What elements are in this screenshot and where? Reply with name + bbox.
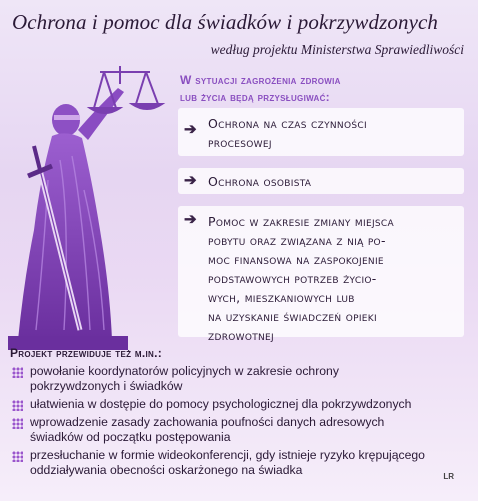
intro-line-1: W sytuacji zagrożenia zdrowia [180, 73, 341, 87]
dotted-bullet-icon [12, 451, 23, 462]
intro-line-2: lub życia będą przysługiwać: [180, 90, 330, 104]
arrow-right-icon: ➔ [184, 121, 197, 138]
entitlement-text: Pomoc w zakresie zmiany miejsca pobytu oraz związana z nią po- moc finansowa na zaspokojenie podstawowych potrzeb życio- wych, mieszkaniowych lub na uzyskanie świadczeń opieki zdrowotnej [208, 214, 394, 343]
intro-text [180, 72, 460, 106]
arrow-right-icon: ➔ [184, 211, 197, 228]
dotted-bullet-icon [12, 400, 23, 411]
entitlement-box [178, 168, 464, 194]
arrow-right-icon: ➔ [184, 172, 197, 189]
list-item: przesłuchanie w formie wideokonferencji, gdy istnieje ryzyko krępującego oddziaływania obecności oskarżonego na świadka [10, 448, 470, 478]
lady-justice-illustration [0, 60, 200, 350]
entitlement-box [178, 108, 464, 156]
list-item: wprowadzenie zasady zachowania poufności danych adresowych świadków od początku postępowania [10, 415, 470, 445]
project-list [10, 364, 470, 481]
page-title: Ochrona i pomoc dla świadków i pokrzywdzonych [12, 10, 439, 34]
list-item: powołanie koordynatorów policyjnych w zakresie ochrony pokrzywdzonych i świadków [10, 364, 470, 394]
page-subtitle: według projektu Ministerstwa Sprawiedliwości [210, 42, 464, 57]
list-item: ułatwienia w dostępie do pomocy psychologicznej dla pokrzywdzonych [10, 397, 470, 412]
dotted-bullet-icon [12, 418, 23, 429]
entitlement-box [178, 206, 464, 343]
entitlement-text: Ochrona osobista [208, 174, 312, 189]
entitlement-text: Ochrona na czas czynności procesowej [208, 116, 367, 150]
dotted-bullet-icon [12, 367, 23, 378]
author-credit: LR [443, 472, 454, 481]
project-heading: Projekt przewiduje też m.in.: [10, 346, 163, 360]
